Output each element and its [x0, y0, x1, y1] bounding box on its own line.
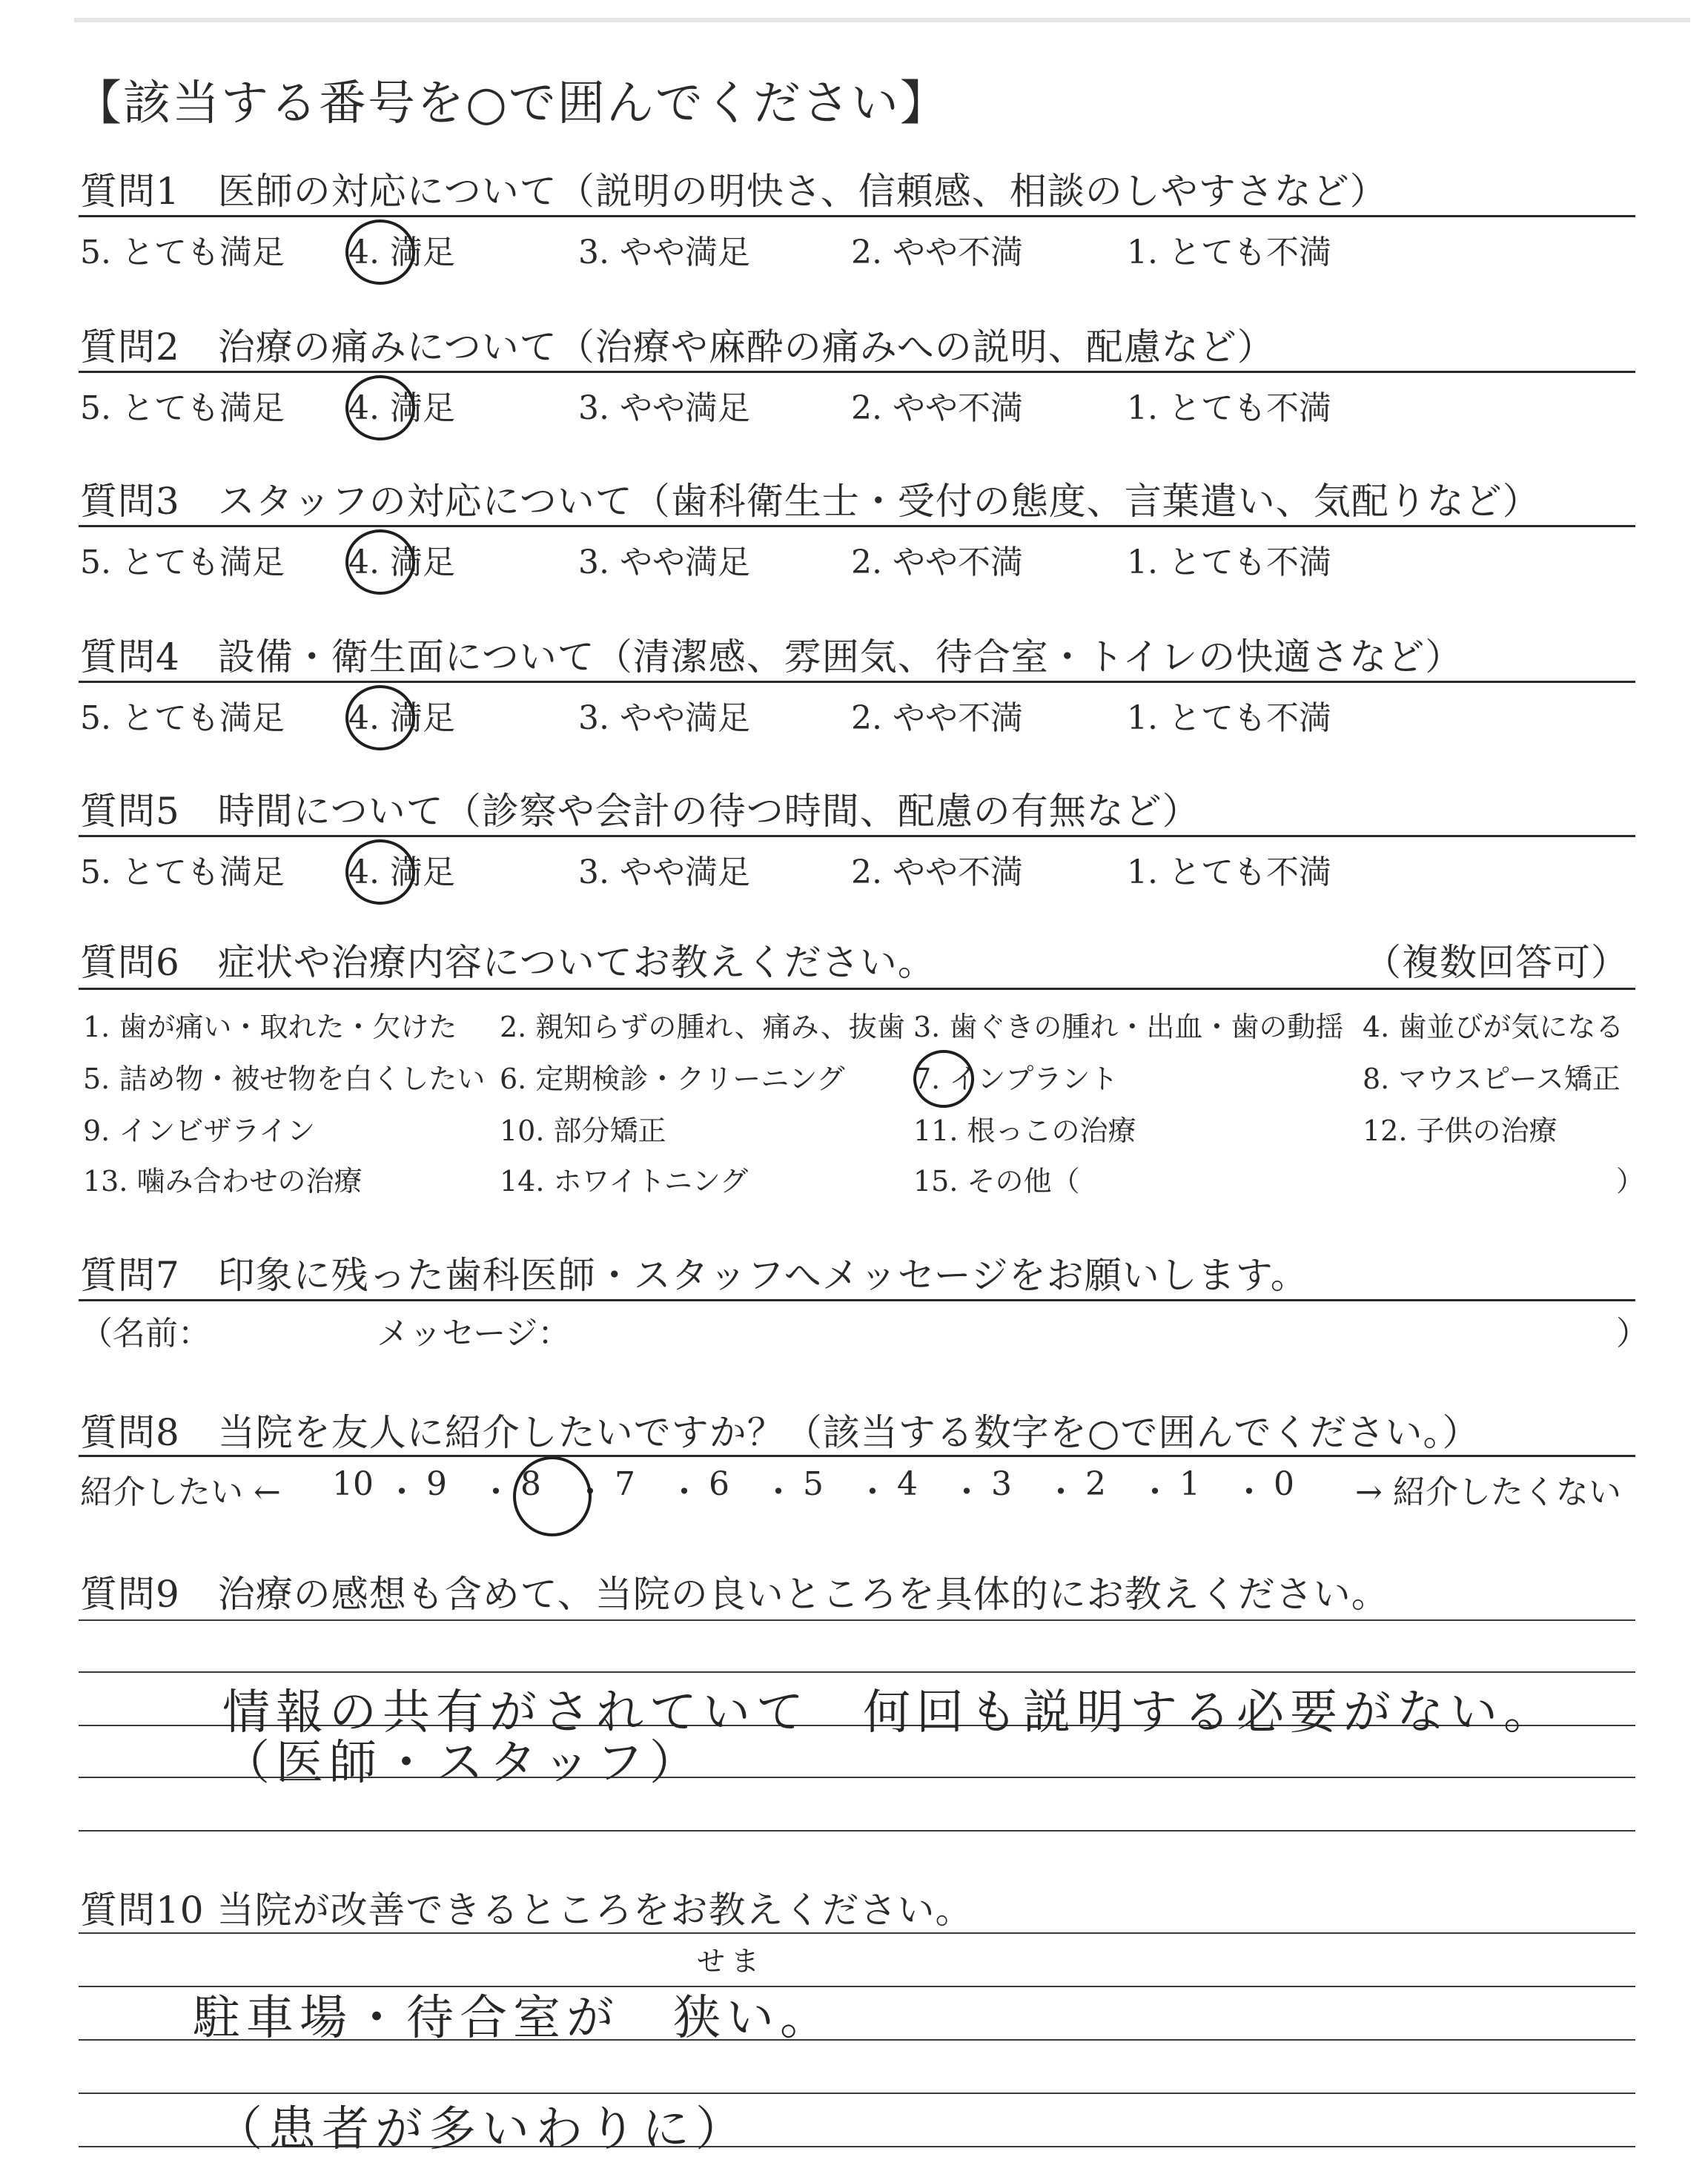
q2-option[interactable]: 4. 満足 [348, 389, 455, 427]
q6-selection-circle[interactable] [913, 1050, 974, 1108]
instruction-heading: 【該当する番号を○で囲んでください】 [74, 76, 949, 131]
q8-left-label: 紹介したい ← [80, 1473, 281, 1511]
q4-rule [79, 681, 1635, 683]
q9-rule-5 [79, 1830, 1635, 1832]
q9-answer-line1: 情報の共有がされていて 何回も説明する必要がない。 [222, 1685, 1557, 1740]
q10-answer-line1: 駐車場・待合室が 狭い。 [193, 1991, 833, 2046]
q9-rule-1 [79, 1619, 1635, 1621]
q6-option[interactable]: 7. インプラント [913, 1063, 1119, 1095]
q9-rule-2 [79, 1671, 1635, 1673]
q6-option[interactable]: 3. 歯ぐきの腫れ・出血・歯の動揺 [913, 1011, 1344, 1043]
q2-title: 質問2 治療の痛みについて（治療や麻酔の痛みへの説明、配慮など） [80, 326, 1275, 369]
q8-scale-separator: ・ [762, 1473, 795, 1511]
q3-option[interactable]: 5. とても満足 [80, 544, 285, 581]
q6-rule [79, 988, 1635, 990]
q1-option[interactable]: 5. とても満足 [80, 234, 285, 271]
q8-scale-number[interactable]: 5 [803, 1465, 824, 1503]
q1-option[interactable]: 2. やや不満 [851, 234, 1023, 271]
q7-name-label: （名前： [80, 1315, 211, 1353]
q6-option[interactable]: 12. 子供の治療 [1363, 1114, 1558, 1147]
q8-selection-circle[interactable] [513, 1456, 592, 1536]
q4-option[interactable]: 5. とても満足 [80, 699, 285, 737]
q1-option[interactable]: 3. やや満足 [578, 234, 750, 271]
q3-rule [79, 525, 1635, 527]
q7-message-label: メッセージ： [377, 1315, 571, 1353]
top-border [74, 18, 1690, 22]
q3-option[interactable]: 4. 満足 [348, 544, 455, 581]
q3-selection-circle[interactable] [345, 529, 415, 595]
q8-scale-separator: ・ [1233, 1473, 1265, 1511]
q6-option[interactable]: 2. 親知らずの腫れ、痛み、抜歯 [500, 1011, 905, 1043]
q4-title: 質問4 設備・衛生面について（清潔感、雰囲気、待合室・トイレの快適さなど） [80, 635, 1463, 678]
q8-scale-number[interactable]: 2 [1085, 1465, 1106, 1503]
q6-option[interactable]: 13. 噛み合わせの治療 [83, 1165, 363, 1198]
q6-title: 質問6 症状や治療内容についてお教えください。 [80, 941, 936, 984]
q10-rule-1 [79, 1932, 1635, 1934]
q8-right-label: → 紹介したくない [1355, 1473, 1621, 1511]
q1-option[interactable]: 4. 満足 [348, 234, 455, 271]
q3-title: 質問3 スタッフの対応について（歯科衛生士・受付の態度、言葉遣い、気配りなど） [80, 480, 1540, 523]
q8-scale-separator: ・ [856, 1473, 889, 1511]
q3-option[interactable]: 3. やや満足 [578, 544, 750, 581]
q10-ruby: せま [697, 1945, 766, 1978]
q4-option[interactable]: 2. やや不満 [851, 699, 1023, 737]
q8-scale-number[interactable]: 3 [991, 1465, 1012, 1503]
q5-option[interactable]: 5. とても満足 [80, 853, 285, 891]
q7-rule [79, 1299, 1635, 1301]
q4-option[interactable]: 1. とても不満 [1127, 699, 1331, 737]
q6-option[interactable]: 5. 詰め物・被せ物を白くしたい [83, 1063, 486, 1095]
q6-option[interactable]: 6. 定期検診・クリーニング [500, 1063, 845, 1095]
q8-scale-number[interactable]: 7 [615, 1465, 635, 1503]
q6-note: （複数回答可） [1364, 941, 1629, 984]
q6-option[interactable]: 11. 根っこの治療 [913, 1114, 1136, 1147]
q6-option[interactable]: 1. 歯が痛い・取れた・欠けた [83, 1011, 457, 1043]
q8-scale-separator: ・ [668, 1473, 701, 1511]
q5-option[interactable]: 1. とても不満 [1127, 853, 1331, 891]
q6-option[interactable]: 14. ホワイトニング [500, 1165, 749, 1198]
q7-title: 質問7 印象に残った歯科医師・スタッフへメッセージをお願いします。 [80, 1254, 1308, 1297]
q8-scale-number[interactable]: 9 [426, 1465, 447, 1503]
q6-option[interactable]: 4. 歯並びが気になる [1363, 1011, 1624, 1043]
q2-selection-circle[interactable] [345, 375, 415, 440]
q8-scale-number[interactable]: 4 [897, 1465, 918, 1503]
q2-option[interactable]: 1. とても不満 [1127, 389, 1331, 427]
q8-scale-separator: ・ [1045, 1473, 1077, 1511]
q1-title: 質問1 医師の対応について（説明の明快さ、信頼感、相談のしやすさなど） [80, 170, 1388, 213]
q5-selection-circle[interactable] [345, 839, 415, 905]
q3-option[interactable]: 1. とても不満 [1127, 544, 1331, 581]
q9-title: 質問9 治療の感想も含めて、当院の良いところを具体的にお教えください。 [80, 1573, 1389, 1616]
q5-option[interactable]: 2. やや不満 [851, 853, 1023, 891]
q8-scale-separator: ・ [1139, 1473, 1171, 1511]
q4-option[interactable]: 3. やや満足 [578, 699, 750, 737]
q2-option[interactable]: 5. とても満足 [80, 389, 285, 427]
q6-option[interactable]: 8. マウスピース矯正 [1363, 1063, 1621, 1095]
q8-scale-number[interactable]: 0 [1274, 1465, 1294, 1503]
q6-option: ） [1616, 1165, 1645, 1198]
q10-title: 質問10 当院が改善できるところをお教えください。 [80, 1889, 973, 1932]
q2-option[interactable]: 3. やや満足 [578, 389, 750, 427]
q8-rule [79, 1455, 1635, 1457]
q6-option[interactable]: 9. インビザライン [83, 1114, 316, 1147]
q5-option[interactable]: 3. やや満足 [578, 853, 750, 891]
q8-title: 質問8 当院を友人に紹介したいですか？（該当する数字を○で囲んでください。） [80, 1411, 1480, 1454]
q2-rule [79, 371, 1635, 373]
q3-option[interactable]: 2. やや不満 [851, 544, 1023, 581]
q10-answer-line2: （患者が多いわりに） [215, 2102, 749, 2157]
q2-option[interactable]: 2. やや不満 [851, 389, 1023, 427]
q9-answer-line2: （医師・スタッフ） [222, 1736, 703, 1791]
q8-scale-separator: ・ [385, 1473, 418, 1511]
q6-option[interactable]: 10. 部分矯正 [500, 1114, 666, 1147]
q8-scale-number[interactable]: 1 [1179, 1465, 1200, 1503]
q8-scale-separator: ・ [950, 1473, 983, 1511]
q4-selection-circle[interactable] [345, 685, 415, 750]
q5-option[interactable]: 4. 満足 [348, 853, 455, 891]
q6-option[interactable]: 15. その他（ [913, 1165, 1080, 1198]
q8-scale-number[interactable]: 10 [332, 1465, 374, 1503]
q8-scale-separator: ・ [480, 1473, 512, 1511]
q4-option[interactable]: 4. 満足 [348, 699, 455, 737]
q7-close: ） [1616, 1315, 1649, 1353]
q5-title: 質問5 時間について（診察や会計の待つ時間、配慮の有無など） [80, 790, 1200, 833]
q1-option[interactable]: 1. とても不満 [1127, 234, 1331, 271]
q1-selection-circle[interactable] [345, 219, 415, 285]
q8-scale-number[interactable]: 6 [709, 1465, 729, 1503]
q1-rule [79, 215, 1635, 217]
q5-rule [79, 835, 1635, 837]
q8-scale-separator: ・ [574, 1473, 606, 1511]
q8-scale-number[interactable]: 8 [520, 1465, 541, 1503]
